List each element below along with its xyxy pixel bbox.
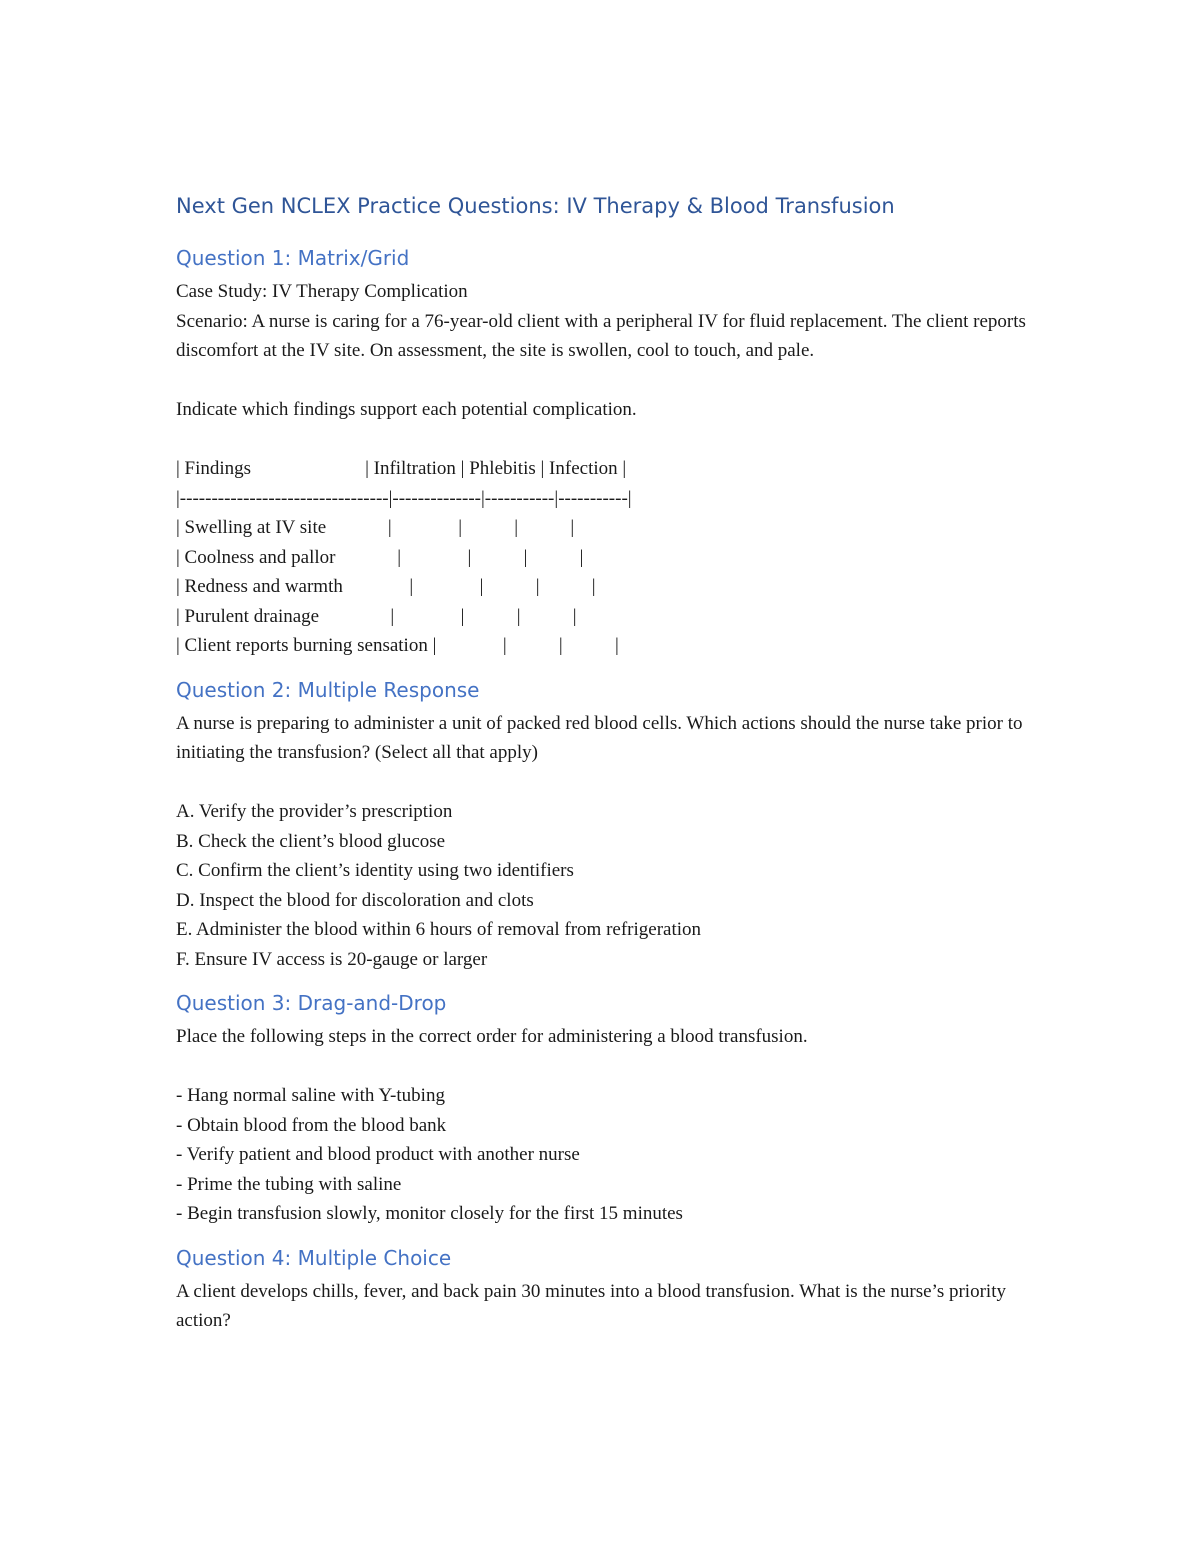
question-4-stem: A client develops chills, fever, and back pain 30 minutes into a blood transfusion. What is the nurse’s priority action? <box>176 1280 1006 1331</box>
spacer <box>176 366 1036 396</box>
question-1-heading: Question 1: Matrix/Grid <box>176 246 410 270</box>
answer-options <box>176 797 1036 974</box>
answer-option: D. Inspect the blood for discoloration and clots <box>176 889 534 911</box>
grid-row: | Redness and warmth | | | | <box>176 576 596 597</box>
answer-option: F. Ensure IV access is 20-gauge or larger <box>176 948 488 970</box>
list-item: - Verify patient and blood product with another nurse <box>176 1144 580 1165</box>
spacer <box>176 768 1036 798</box>
instruction-text: Indicate which findings support each potential complication. <box>176 399 637 420</box>
question-3 <box>176 988 1036 1229</box>
list-item: - Hang normal saline with Y-tubing <box>176 1085 445 1106</box>
step-list <box>176 1081 1036 1229</box>
question-2-stem: A nurse is preparing to administer a unit of packed red blood cells. Which actions should the nurse take prior to initiating the transfusion? (Select all that apply) <box>176 712 1023 763</box>
spacer <box>176 425 1036 455</box>
question-3-heading: Question 3: Drag-and-Drop <box>176 991 447 1015</box>
document-title: Next Gen NCLEX Practice Questions: IV Therapy & Blood Transfusion <box>176 194 895 218</box>
answer-option: E. Administer the blood within 6 hours of removal from refrigeration <box>176 919 702 940</box>
question-3-stem: Place the following steps in the correct order for administering a blood transfusion. <box>176 1026 808 1047</box>
case-study-label: Case Study: IV Therapy Complication <box>176 281 468 302</box>
grid-row: | Swelling at IV site | | | | <box>176 517 575 538</box>
question-2 <box>176 675 1036 975</box>
question-2-heading: Question 2: Multiple Response <box>176 677 480 702</box>
scenario-text: Scenario: A nurse is caring for a 76-year-old client with a peripheral IV for fluid replacement. The client reports discomfort at the IV site. On assessment, the site is swollen, cool to touch, and pale. <box>176 310 1026 361</box>
answer-option: B. Check the client’s blood glucose <box>176 830 446 852</box>
findings-grid <box>176 454 1036 661</box>
list-item: - Prime the tubing with saline <box>176 1173 402 1195</box>
spacer <box>176 1052 1036 1082</box>
list-item: - Obtain blood from the blood bank <box>176 1114 447 1136</box>
question-1 <box>176 243 1036 661</box>
grid-row: | Coolness and pallor | | | | <box>176 546 584 568</box>
grid-row: | Client reports burning sensation | | | | <box>176 635 619 656</box>
question-4-heading: Question 4: Multiple Choice <box>176 1245 452 1270</box>
list-item: - Begin transfusion slowly, monitor closely for the first 15 minutes <box>176 1203 683 1224</box>
grid-header-row: | Findings | Infiltration | Phlebitis | Infection | <box>176 458 627 479</box>
grid-row: | Purulent drainage | | | | <box>176 605 577 627</box>
answer-option: C. Confirm the client’s identity using two identifiers <box>176 860 574 881</box>
answer-option: A. Verify the provider’s prescription <box>176 801 453 822</box>
question-4 <box>176 1243 1036 1336</box>
grid-separator-row: |---------------------------------|--------------|-----------|-----------| <box>176 487 632 509</box>
document-page <box>176 186 1036 1336</box>
